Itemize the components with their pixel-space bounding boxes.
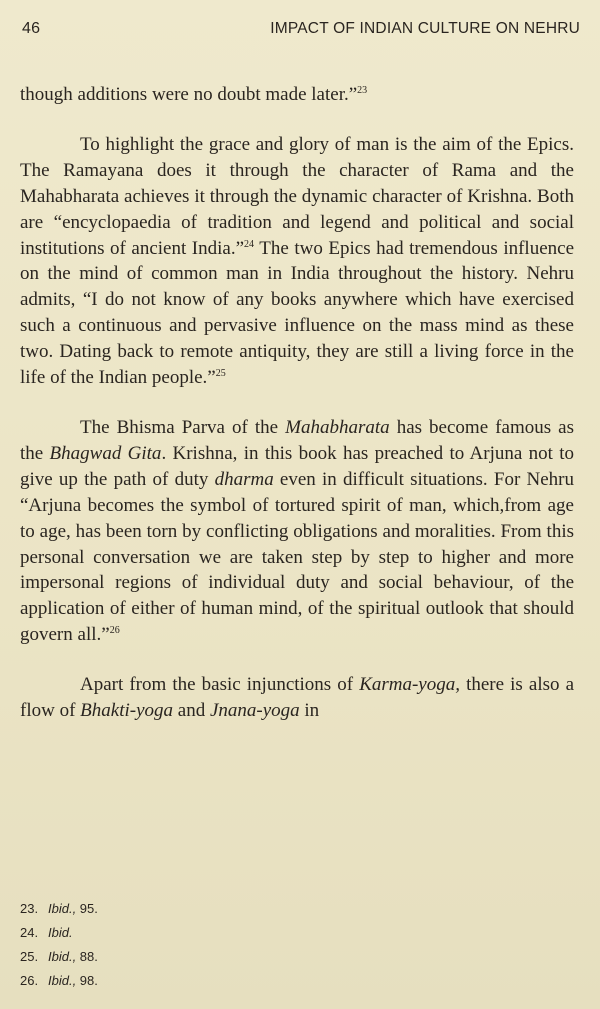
footnote-ref: Ibid. <box>48 925 73 940</box>
footnote-page: 95. <box>76 901 98 916</box>
page-number: 46 <box>22 20 41 37</box>
footnote <box>20 945 98 969</box>
paragraph-text: The two Epics had tremendous influence on the mind of common man in India throughout the history. Nehru admits, “I do not know of any books anywhere which have exercised such a continuous and pervasive influence on the mass mind as these two. Dating back to remote antiquity, they are still a living force in the life of the Indian people.” <box>20 237 575 389</box>
body-text <box>20 82 574 724</box>
footnote-marker: 25 <box>215 368 226 380</box>
footnote-marker: 23 <box>357 85 368 96</box>
italic-term: Jnana-yoga <box>209 700 300 722</box>
footnote-ref: Ibid., <box>48 973 77 988</box>
paragraph-text: has become famous as the <box>20 416 574 464</box>
paragraph-continuation <box>20 82 574 108</box>
footnote-number: 23. <box>20 901 39 916</box>
page-header <box>22 20 580 44</box>
paragraph-text: To highlight the grace and glory of man is the aim of the Epics. The Ramayana does it through the character of Rama and the Mahabharata achieves it through the dynamic character of Krishna. Both are “encyclopaedia of tradition and legend and political and social institutions of ancient India.” <box>20 133 574 259</box>
italic-term: Bhagwad Gita <box>49 442 162 464</box>
footnote-page: 98. <box>76 973 98 988</box>
paragraph-text: even in difficult situations. For Nehru “Arjuna becomes the symbol of tortured spirit of man, which,from age to age, has been torn by conflicting obligations and moralities. From this personal conversation we are taken step by step to higher and more impersonal regions of individual duty and social behaviour, of the application of either of human mind, of the spiritual outlook that should govern all.” <box>20 468 574 646</box>
italic-term: dharma <box>214 468 274 490</box>
italic-term: Bhakti-yoga <box>80 700 174 722</box>
footnote-marker: 26 <box>109 625 120 637</box>
footnote-page: 88. <box>76 949 98 964</box>
paragraph-text: Apart from the basic injunctions of <box>80 674 360 696</box>
paragraph-text: though additions were no doubt made later.” <box>20 84 358 105</box>
footnote-ref: Ibid., <box>48 949 77 964</box>
italic-term: Karma-yoga, <box>359 674 460 696</box>
paragraph-text: in <box>299 700 320 722</box>
paragraph-text: and <box>173 700 210 722</box>
footnote-marker: 24 <box>244 238 255 250</box>
footnote-ref: Ibid., <box>48 901 77 916</box>
footnote-number: 25. <box>20 949 39 964</box>
paragraph-text: there is also a flow of <box>20 674 574 722</box>
footnote <box>20 897 98 921</box>
footnotes <box>20 897 98 993</box>
paragraph-text: . Krishna, in this book has preached to Arjuna not to give up the path of duty <box>20 442 574 490</box>
footnote <box>20 969 98 993</box>
paragraph-text: The Bhisma Parva of the <box>80 416 286 438</box>
footnote <box>20 921 98 945</box>
italic-term: Mahabharata <box>285 416 390 438</box>
footnote-number: 26. <box>20 973 39 988</box>
paragraph-yoga <box>20 672 574 724</box>
footnote-number: 24. <box>20 925 39 940</box>
running-title: IMPACT OF INDIAN CULTURE ON NEHRU <box>270 20 580 37</box>
paragraph-epics <box>20 132 574 391</box>
paragraph-gita <box>20 415 574 648</box>
